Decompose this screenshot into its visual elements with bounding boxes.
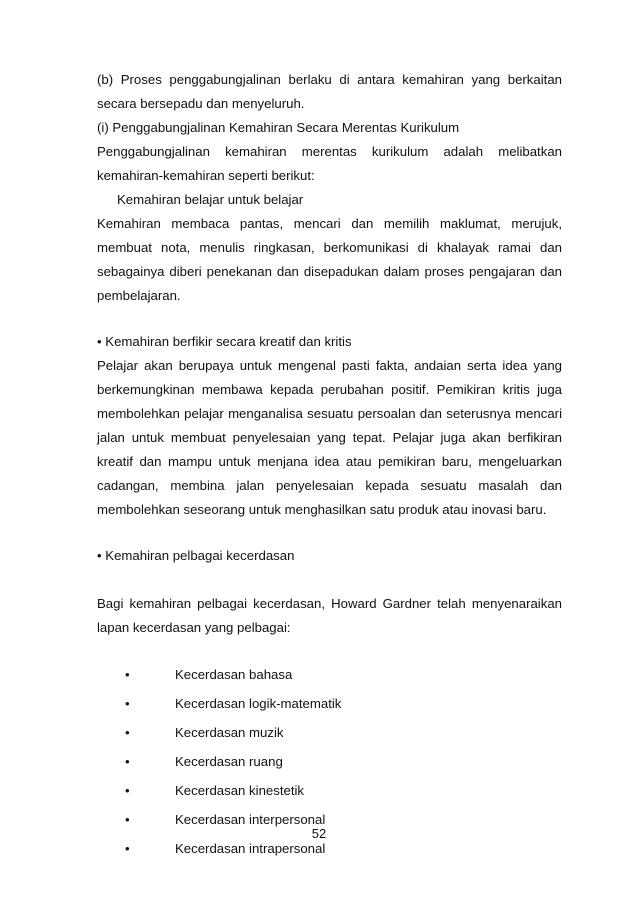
paragraph-b: (b) Proses penggabungjalinan berlaku di antara kemahiran yang berkaitan secara bersepadu dan menyeluruh. — [97, 72, 562, 111]
spacer — [97, 568, 562, 592]
heading-think: • Kemahiran berfikir secara kreatif dan kritis — [97, 334, 352, 349]
heading-i: (i) Penggabungjalinan Kemahiran Secara Merentas Kurikulum — [97, 120, 460, 135]
list-item-label: Kecerdasan kinestetik — [175, 783, 305, 798]
paragraph-i-intro: Penggabungjalinan kemahiran merentas kurikulum adalah melibatkan kemahiran-kemahiran seperti berikut: — [97, 144, 562, 183]
list-item-label: Kecerdasan bahasa — [175, 667, 293, 682]
paragraph-learn: Kemahiran membaca pantas, mencari dan memilih maklumat, merujuk, membuat nota, menulis ringkasan, berkomunikasi di khalayak ramai dan sebagainya diberi penekanan dan disepadukan dalam proses pengajaran dan pembelajaran. — [97, 216, 562, 303]
paragraph-mi: Bagi kemahiran pelbagai kecerdasan, Howard Gardner telah menyenaraikan lapan kecerdasan yang pelbagai: — [97, 596, 562, 635]
list-item — [97, 689, 562, 718]
list-item-label: Kecerdasan logik-matematik — [175, 696, 342, 711]
bullet-icon: • — [125, 696, 130, 711]
list-item-label: Kecerdasan intrapersonal — [175, 841, 326, 856]
list-item — [97, 776, 562, 805]
bullet-icon: • — [125, 667, 130, 682]
bullet-icon: • — [125, 841, 130, 856]
bullet-icon: • — [125, 783, 130, 798]
heading-mi: • Kemahiran pelbagai kecerdasan — [97, 548, 295, 563]
bullet-icon: • — [125, 725, 130, 740]
list-item-label: Kecerdasan interpersonal — [175, 812, 326, 827]
paragraph-think: Pelajar akan berupaya untuk mengenal pasti fakta, andaian serta idea yang berkemungkinan membawa kepada perubahan positif. Pemikiran kritis juga membolehkan pelajar menganalisa sesuatu persoalan dan seterusnya mencari jalan untuk membuat penyelesaian yang tepat. Pelajar juga akan berfikiran kreatif dan mampu untuk menjana idea atau pemikiran baru, mengeluarkan cadangan, membina jalan penyelesaian kepada sesuatu masalah dan membolehkan seseorang untuk menghasilkan satu produk atau inovasi baru. — [97, 358, 562, 517]
page-number: 52 — [311, 826, 327, 841]
spacer — [97, 640, 562, 660]
list-item — [97, 660, 562, 689]
bullet-icon: • — [125, 754, 130, 769]
spacer — [97, 308, 562, 330]
list-item — [97, 718, 562, 747]
list-item-label: Kecerdasan ruang — [175, 754, 283, 769]
document-page — [97, 68, 562, 863]
spacer — [97, 522, 562, 544]
heading-learn: Kemahiran belajar untuk belajar — [117, 192, 304, 207]
list-item-label: Kecerdasan muzik — [175, 725, 284, 740]
bullet-icon: • — [125, 812, 130, 827]
list-item — [97, 747, 562, 776]
